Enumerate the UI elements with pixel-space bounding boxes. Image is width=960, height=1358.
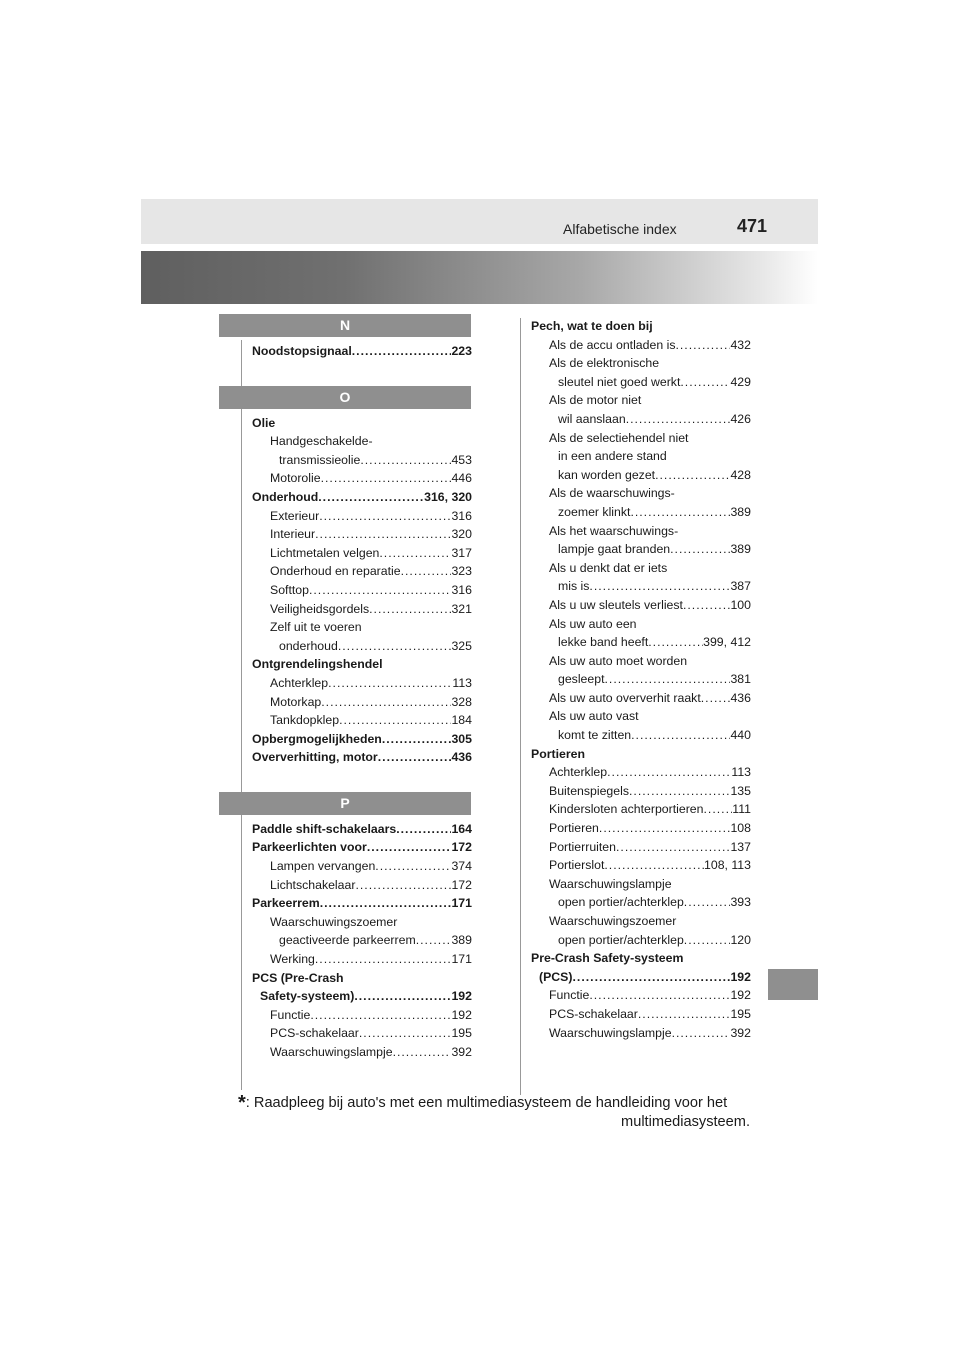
index-letter-heading: P: [219, 792, 471, 815]
entry-page-ref: 305: [451, 731, 472, 746]
dot-leader: [310, 1006, 451, 1025]
dot-leader: [367, 838, 452, 857]
section-banner: [141, 251, 818, 304]
entry-label: sleutel niet goed werkt: [558, 374, 681, 389]
entry-page-ref: 111: [732, 802, 751, 817]
page-number: 471: [737, 216, 768, 236]
dot-leader: [401, 562, 452, 581]
index-entry: [531, 596, 751, 615]
entry-label: Tankdopklep: [270, 713, 340, 728]
entry-label: geactiveerde parkeerrem: [279, 933, 416, 948]
entry-page-ref: 440: [730, 728, 751, 743]
index-entry-heading: Als het waarschuwings-: [549, 523, 679, 538]
index-entry: [252, 748, 472, 767]
entry-page-ref: 192: [451, 1007, 472, 1022]
index-entry-heading: PCS (Pre-Crash: [252, 970, 344, 985]
entry-label: Waarschuwingslampje: [549, 1025, 672, 1040]
index-entry: [252, 711, 472, 730]
entry-label: Portierruiten: [549, 839, 616, 854]
entry-page-ref: 381: [730, 672, 751, 687]
dot-leader: [309, 581, 452, 600]
dot-leader: [684, 931, 731, 950]
entry-label: Achterklep: [549, 765, 608, 780]
entry-page-ref: 192: [451, 989, 472, 1004]
entry-label: Werking: [270, 952, 315, 967]
entry-page-ref: 171: [451, 896, 472, 911]
index-entry: [252, 507, 472, 526]
entry-label: Als uw auto oververhit raakt: [549, 690, 701, 705]
entry-label: Opbergmogelijkheden: [252, 731, 382, 746]
dot-leader: [393, 1043, 452, 1062]
dot-leader: [648, 633, 703, 652]
entry-label: Parkeerrem: [252, 896, 320, 911]
footnote-text-line1: : Raadpleeg bij auto's met een multimediasysteem de handleiding voor het: [245, 1095, 728, 1111]
entry-page-ref: 399, 412: [703, 635, 751, 650]
entry-page-ref: 108, 113: [704, 858, 751, 873]
dot-leader: [359, 1024, 452, 1043]
entry-label: Als de accu ontladen is: [549, 337, 676, 352]
entry-label: PCS-schakelaar: [549, 1006, 638, 1021]
index-entry-heading: Waarschuwingszoemer: [270, 914, 398, 929]
entry-label: gesleept: [558, 672, 605, 687]
entry-page-ref: 428: [730, 467, 751, 482]
dot-leader: [321, 469, 452, 488]
entry-label: Onderhoud en reparatie: [270, 564, 401, 579]
index-entry: [252, 525, 472, 544]
entry-label: Oververhitting, motor: [252, 750, 378, 765]
index-entry: [531, 503, 751, 522]
entry-label: Noodstopsignaal: [252, 344, 352, 358]
entry-page-ref: 195: [730, 1006, 751, 1021]
column-rule-middle: [520, 318, 521, 1095]
dot-leader: [680, 373, 730, 392]
dot-leader: [589, 577, 730, 596]
entry-page-ref: 392: [451, 1045, 472, 1059]
entry-page-ref: 316: [451, 582, 472, 597]
index-entry: [252, 931, 472, 950]
footnote-marker: *: [238, 1092, 246, 1114]
dot-leader: [589, 986, 730, 1005]
index-entry: [531, 726, 751, 745]
entry-page-ref: 389: [730, 542, 751, 557]
index-column-right: [531, 317, 751, 1042]
entry-label: Onderhoud: [252, 489, 319, 504]
entry-label: Softtop: [270, 582, 309, 597]
entry-page-ref: 135: [730, 783, 751, 798]
index-entry: [531, 670, 751, 689]
entry-label: zoemer klinkt: [558, 504, 631, 519]
index-entry: [252, 488, 472, 507]
index-entry: [531, 763, 751, 782]
entry-page-ref: 393: [730, 895, 751, 910]
entry-page-ref: 389: [730, 504, 751, 519]
dot-leader: [320, 894, 452, 913]
dot-leader: [701, 689, 731, 708]
footnote-text-line2: multimediasysteem.: [621, 1114, 750, 1130]
index-entry: [252, 342, 472, 361]
entry-label: PCS-schakelaar: [270, 1026, 359, 1041]
dot-leader: [629, 782, 730, 801]
entry-page-ref: 108: [730, 821, 751, 836]
index-entry: [531, 466, 751, 485]
index-entry: [252, 600, 472, 619]
index-entry: [531, 782, 751, 801]
index-entry: [531, 800, 751, 819]
entry-label: Achterklep: [270, 675, 329, 690]
dot-leader: [604, 856, 704, 875]
index-entry-heading: Als uw auto een: [549, 616, 637, 631]
entry-page-ref: 137: [730, 839, 751, 854]
entry-page-ref: 436: [730, 690, 751, 705]
index-entry-heading: Als de selectiehendel niet: [549, 430, 689, 445]
entry-page-ref: 120: [730, 932, 751, 947]
entry-page-ref: 113: [452, 675, 472, 690]
entry-page-ref: 195: [451, 1026, 472, 1041]
index-entry: [531, 856, 751, 875]
entry-page-ref: 323: [451, 564, 472, 579]
dot-leader: [683, 596, 731, 615]
dot-leader: [630, 503, 730, 522]
dot-leader: [328, 674, 452, 693]
entry-label: komt te zitten: [558, 728, 632, 743]
index-entry-heading: Als uw auto vast: [549, 709, 639, 724]
index-entry: [252, 894, 472, 913]
dot-leader: [607, 763, 731, 782]
index-entry-heading: Als de motor niet: [549, 393, 642, 408]
entry-label: Exterieur: [270, 508, 320, 523]
entry-label: lekke band heeft: [558, 635, 649, 650]
section-tab: [768, 969, 818, 1000]
index-letter-heading: O: [219, 386, 471, 409]
index-entry-heading: Als de elektronische: [549, 356, 660, 371]
entry-label: Motorkap: [270, 694, 322, 709]
entry-page-ref: 446: [451, 471, 472, 486]
entry-page-ref: 223: [451, 344, 472, 358]
entry-page-ref: 325: [451, 638, 472, 653]
dot-leader: [378, 748, 452, 767]
entry-page-ref: 426: [730, 411, 751, 426]
dot-leader: [315, 525, 451, 544]
index-entry-heading: Ontgrendelingshendel: [252, 657, 383, 672]
entry-page-ref: 192: [730, 969, 751, 984]
dot-leader: [572, 968, 730, 987]
index-entry-heading: Als de waarschuwings-: [549, 486, 675, 501]
index-entry: [252, 1024, 472, 1043]
entry-label: Lichtmetalen velgen: [270, 545, 380, 560]
index-entry: [252, 876, 472, 895]
index-entry-heading: Waarschuwingslampje: [549, 876, 672, 891]
entry-label: Lichtschakelaar: [270, 877, 356, 892]
entry-page-ref: 172: [451, 840, 472, 855]
entry-page-ref: 192: [730, 988, 751, 1003]
dot-leader: [670, 540, 730, 559]
entry-label: Interieur: [270, 527, 316, 542]
entry-page-ref: 172: [451, 877, 472, 892]
index-entry: [252, 469, 472, 488]
dot-leader: [354, 987, 451, 1006]
dot-leader: [631, 726, 730, 745]
index-entry: [531, 838, 751, 857]
dot-leader: [616, 838, 730, 857]
dot-leader: [684, 893, 731, 912]
dot-leader: [355, 876, 451, 895]
entry-label: Buitenspiegels: [549, 783, 629, 798]
entry-label: kan worden gezet: [558, 467, 656, 482]
entry-page-ref: 389: [451, 933, 472, 948]
index-entry-heading: Waarschuwingszoemer: [549, 914, 677, 928]
dot-leader: [379, 544, 451, 563]
entry-page-ref: 436: [451, 750, 472, 765]
dot-leader: [675, 336, 730, 355]
index-entry: [531, 1005, 751, 1024]
index-entry: [252, 581, 472, 600]
index-entry: [252, 987, 472, 1006]
entry-label: transmissieolie: [279, 452, 361, 467]
entry-page-ref: 429: [730, 374, 751, 389]
index-entry: [531, 540, 751, 559]
page-title: Alfabetische index: [563, 221, 677, 237]
entry-page-ref: 316, 320: [424, 489, 472, 504]
index-entry: [252, 562, 472, 581]
index-entry: [531, 633, 751, 652]
spacer: [252, 361, 472, 386]
entry-label: Lampen vervangen: [270, 859, 376, 874]
dot-leader: [638, 1005, 731, 1024]
dot-leader: [319, 507, 451, 526]
dot-leader: [352, 342, 452, 361]
entry-page-ref: 171: [451, 952, 472, 967]
dot-leader: [655, 466, 730, 485]
dot-leader: [704, 800, 733, 819]
dot-leader: [382, 730, 452, 749]
dot-leader: [396, 820, 451, 839]
index-entry: [531, 968, 751, 987]
index-entry-heading: Olie: [252, 415, 276, 430]
entry-label: mis is: [558, 579, 590, 594]
index-entry: [252, 950, 472, 969]
dot-leader: [338, 637, 452, 656]
index-entry: [252, 820, 472, 839]
dot-leader: [360, 451, 451, 470]
dot-leader: [321, 693, 451, 712]
index-entry: [252, 1006, 472, 1025]
entry-label: Als u uw sleutels verliest: [549, 597, 683, 612]
entry-page-ref: 392: [730, 1025, 751, 1040]
index-entry: [252, 1043, 472, 1062]
footnote: [238, 1094, 750, 1132]
entry-label: (PCS): [539, 969, 573, 984]
dot-leader: [605, 670, 731, 689]
entry-label: Parkeerlichten voor: [252, 840, 367, 855]
index-entry: [531, 577, 751, 596]
entry-label: Veiligheidsgordels: [270, 601, 370, 616]
index-entry: [531, 336, 751, 355]
entry-page-ref: 316: [451, 508, 472, 523]
entry-page-ref: 100: [730, 597, 751, 612]
index-entry: [252, 637, 472, 656]
index-entry: [252, 730, 472, 749]
dot-leader: [672, 1024, 731, 1043]
index-entry: [531, 986, 751, 1005]
entry-label: Functie: [270, 1007, 311, 1022]
entry-label: open portier/achterklep: [558, 895, 684, 910]
index-entry: [252, 857, 472, 876]
index-entry: [252, 544, 472, 563]
entry-page-ref: 453: [451, 452, 472, 467]
entry-label: Kindersloten achterportieren: [549, 802, 704, 817]
entry-page-ref: 321: [451, 601, 472, 616]
index-column-left: [252, 314, 472, 1062]
index-entry: [531, 410, 751, 429]
index-entry-heading: Zelf uit te voeren: [270, 620, 362, 635]
entry-page-ref: 113: [731, 765, 751, 780]
dot-leader: [375, 857, 451, 876]
index-entry-heading: Als u denkt dat er iets: [549, 560, 668, 575]
entry-page-ref: 320: [451, 527, 472, 542]
index-entry-heading: Handgeschakelde-: [270, 434, 373, 449]
entry-page-ref: 374: [451, 859, 472, 874]
entry-page-ref: 387: [730, 579, 751, 594]
spacer: [252, 767, 472, 792]
index-entry: [252, 693, 472, 712]
index-entry: [252, 674, 472, 693]
entry-label: Motorolie: [270, 471, 321, 486]
header-band: [141, 199, 818, 244]
entry-label: Portieren: [549, 821, 599, 836]
dot-leader: [416, 931, 452, 950]
entry-label: wil aanslaan: [558, 411, 626, 426]
entry-label: Functie: [549, 988, 590, 1003]
index-entry: [531, 373, 751, 392]
index-entry: [531, 1024, 751, 1043]
index-letter-heading: N: [219, 314, 471, 337]
index-entry-heading: Portieren: [531, 746, 585, 761]
index-entry-heading: Pre-Crash Safety-systeem: [531, 951, 684, 966]
column-rule-left: [241, 340, 242, 1090]
entry-page-ref: 328: [451, 694, 472, 709]
index-entry: [531, 893, 751, 912]
entry-page-ref: 164: [451, 821, 472, 836]
entry-label: open portier/achterklep: [558, 932, 684, 947]
entry-label: Portierslot: [549, 858, 605, 873]
entry-label: Waarschuwingslampje: [270, 1045, 393, 1059]
index-entry-heading: Pech, wat te doen bij: [531, 319, 653, 333]
index-entry-heading: in een andere stand: [558, 449, 667, 464]
index-entry: [531, 931, 751, 950]
entry-label: Safety-systeem): [260, 989, 355, 1004]
entry-page-ref: 184: [451, 713, 472, 728]
index-entry-heading: Als uw auto moet worden: [549, 653, 688, 668]
dot-leader: [626, 410, 731, 429]
dot-leader: [318, 488, 424, 507]
index-entry: [252, 451, 472, 470]
dot-leader: [315, 950, 452, 969]
dot-leader: [599, 819, 731, 838]
entry-label: lampje gaat branden: [558, 542, 671, 557]
index-entry: [252, 838, 472, 857]
entry-label: Paddle shift-schakelaars: [252, 821, 397, 836]
entry-label: onderhoud: [279, 638, 338, 653]
index-entry: [531, 819, 751, 838]
entry-page-ref: 432: [730, 337, 751, 352]
entry-page-ref: 317: [451, 545, 472, 560]
dot-leader: [369, 600, 451, 619]
dot-leader: [339, 711, 451, 730]
index-entry: [531, 689, 751, 708]
